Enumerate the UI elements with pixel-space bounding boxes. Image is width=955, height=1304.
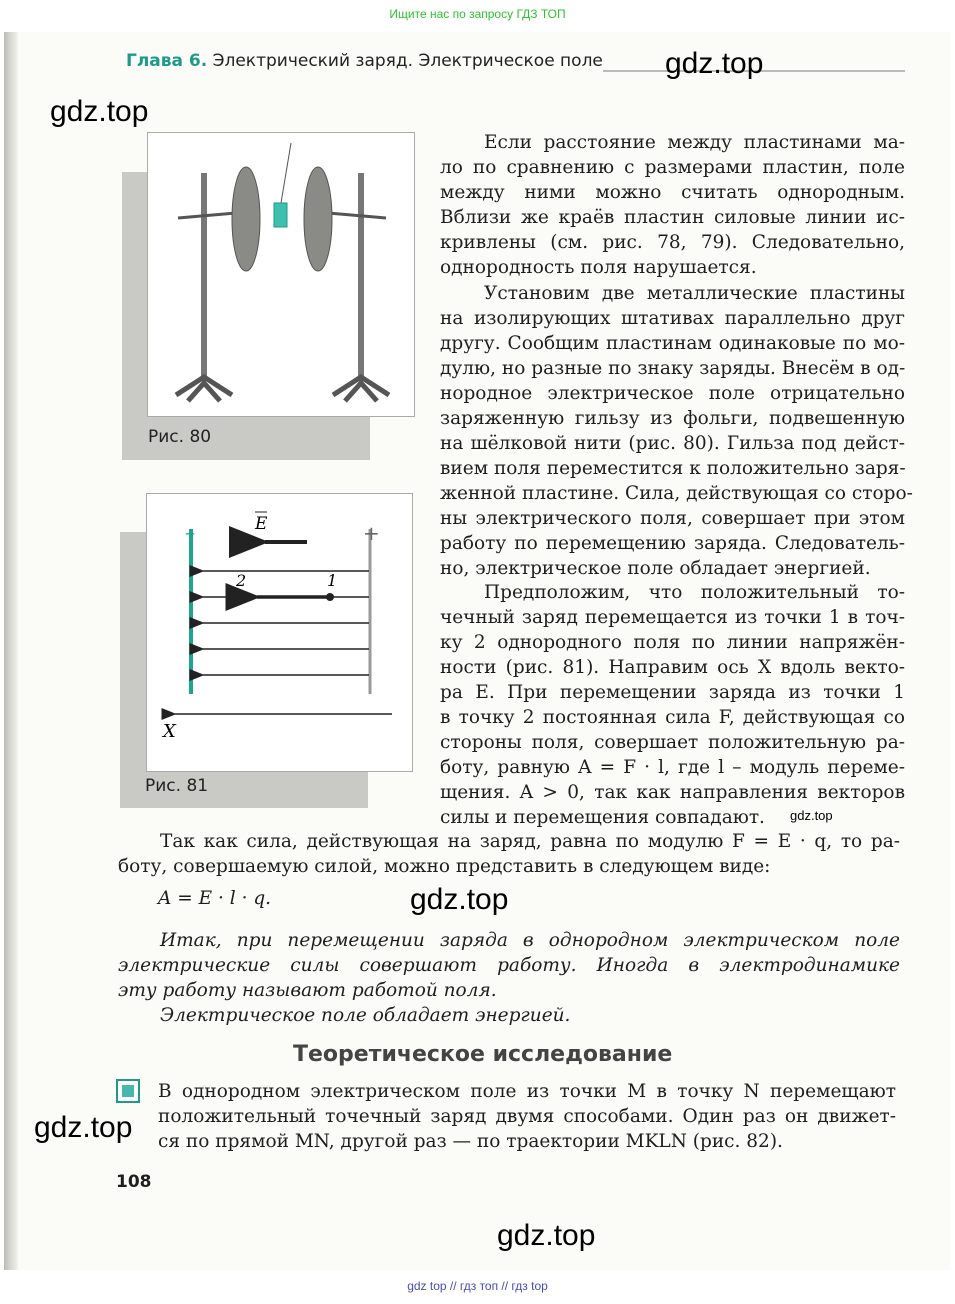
paragraph bbox=[440, 281, 913, 581]
text-line: ку 2 однородного поля по линии напряжён- bbox=[440, 632, 905, 653]
text-line: эту работу называют работой поля. bbox=[118, 980, 497, 1001]
watermark: gdz.top bbox=[50, 95, 149, 128]
text-line: на шёлковой нити (рис. 80). Гильза под дейст- bbox=[440, 433, 905, 454]
plates-apparatus-illustration bbox=[148, 133, 414, 416]
point-1 bbox=[326, 593, 334, 601]
point-2 bbox=[237, 593, 245, 601]
watermark: gdz.top bbox=[665, 47, 764, 80]
task-paragraph bbox=[158, 1079, 896, 1154]
text-line: Если расстояние между пластинами ма- bbox=[484, 132, 905, 153]
text-line: ны электрического поля, совершает при этом bbox=[440, 508, 905, 529]
field-vector-label: E bbox=[255, 514, 268, 534]
text-line: положительный точечный заряд двумя способами. Один раз он движет- bbox=[158, 1106, 896, 1127]
text-line: вием поля переместится к положительно заря- bbox=[440, 458, 906, 479]
fig81-frame bbox=[146, 493, 413, 772]
text-line: ности (рис. 81). Направим ось X вдоль векто- bbox=[440, 657, 905, 678]
field-lines bbox=[203, 571, 369, 675]
text-line: чечный заряд перемещается из точки 1 в точ- bbox=[440, 607, 905, 628]
text-line: В однородном электрическом поле из точки M в точку N перемещают bbox=[158, 1081, 896, 1102]
text-line: Итак, при перемещении заряда в однородном электрическом поле bbox=[160, 930, 900, 951]
work-paragraph bbox=[118, 829, 900, 879]
text-line: Электрическое поле обладает энергией. bbox=[160, 1005, 571, 1026]
text-line: кривлены (см. рис. 78, 79). Следовательно, bbox=[440, 232, 905, 253]
text-line: Установим две металлические пластины bbox=[484, 283, 905, 304]
uniform-field-diagram bbox=[147, 494, 412, 771]
text-line: ло по сравнению с размерами пластин, поле bbox=[440, 157, 905, 178]
text-line: силы и перемещения совпадают. bbox=[440, 807, 765, 828]
text-line: между ними можно считать однородным. bbox=[440, 182, 905, 203]
text-line: другу. Сообщим пластинам одинаковые по мо- bbox=[440, 333, 905, 354]
watermark-small: gdz.top bbox=[790, 808, 833, 823]
text-line: дулю, но разные по знаку заряды. Внесём в од- bbox=[440, 358, 906, 379]
text-line: Вблизи же краёв пластин силовые линии ис- bbox=[440, 207, 905, 228]
running-header bbox=[126, 51, 603, 71]
text-line: щения. A > 0, так как направления векторов bbox=[440, 782, 905, 803]
page-number: 108 bbox=[116, 1172, 152, 1192]
point-1-label: 1 bbox=[327, 571, 338, 590]
footer-links: gdz top // гдз топ // гдз top bbox=[407, 1279, 548, 1293]
text-line: ся по прямой MN, другой раз — по траектории MKLN (рис. 82). bbox=[158, 1131, 783, 1152]
text-line: боту, равную A = F · l, где l – модуль переме- bbox=[440, 757, 905, 778]
task-square-icon bbox=[116, 1079, 140, 1103]
book-spine bbox=[4, 32, 18, 1270]
text-line: на изолирующих штативах параллельно друг bbox=[440, 308, 905, 329]
text-line: в точку 2 постоянная сила F, действующая со bbox=[440, 707, 905, 728]
text-line: стороны поля, совершает положительную ра- bbox=[440, 732, 905, 753]
x-axis-label: X bbox=[163, 721, 176, 742]
text-line: женной пластине. Сила, действующая со сторо- bbox=[440, 483, 913, 504]
text-line: боту, совершаемую силой, можно представить в следующем виде: bbox=[118, 856, 771, 877]
text-line: Так как сила, действующая на заряд, равна по модулю F = E · q, то ра- bbox=[160, 831, 900, 852]
minus-sign: – bbox=[185, 520, 195, 544]
text-line: работу по перемещению заряда. Следователь- bbox=[440, 533, 905, 554]
text-line: но, электрическое поле обладает энергией. bbox=[440, 558, 871, 579]
paragraph bbox=[440, 130, 905, 280]
point-2-label: 2 bbox=[236, 571, 247, 590]
text-line: заряженную гильзу из фольги, подвешенную bbox=[440, 408, 905, 429]
watermark: gdz.top bbox=[497, 1219, 596, 1252]
chapter-title: Электрический заряд. Электрическое поле bbox=[212, 51, 603, 71]
section-heading: Теоретическое исследование bbox=[293, 1042, 673, 1067]
text-line: электрические силы совершают работу. Иногда в электродинамике bbox=[118, 955, 900, 976]
fig81-caption: Рис. 81 bbox=[145, 776, 209, 796]
text-line: нородное электрическое поле отрицательно bbox=[440, 383, 905, 404]
search-hint: Ищите нас по запросу ГДЗ ТОП bbox=[389, 7, 566, 21]
fig80-caption: Рис. 80 bbox=[148, 427, 212, 447]
chapter-number: Глава 6. bbox=[126, 51, 208, 71]
fig80-frame bbox=[147, 132, 415, 417]
watermark: gdz.top bbox=[410, 883, 509, 916]
paragraph bbox=[440, 580, 905, 830]
plus-sign: + bbox=[363, 521, 380, 545]
text-line: Предположим, что положительный то- bbox=[484, 582, 905, 603]
work-formula: A = E · l · q. bbox=[158, 888, 272, 909]
conclusion-paragraph bbox=[118, 928, 900, 1028]
text-line: однородность поля нарушается. bbox=[440, 257, 757, 278]
watermark: gdz.top bbox=[34, 1111, 133, 1144]
text-line: ра E. При перемещении заряда из точки 1 bbox=[440, 682, 905, 703]
